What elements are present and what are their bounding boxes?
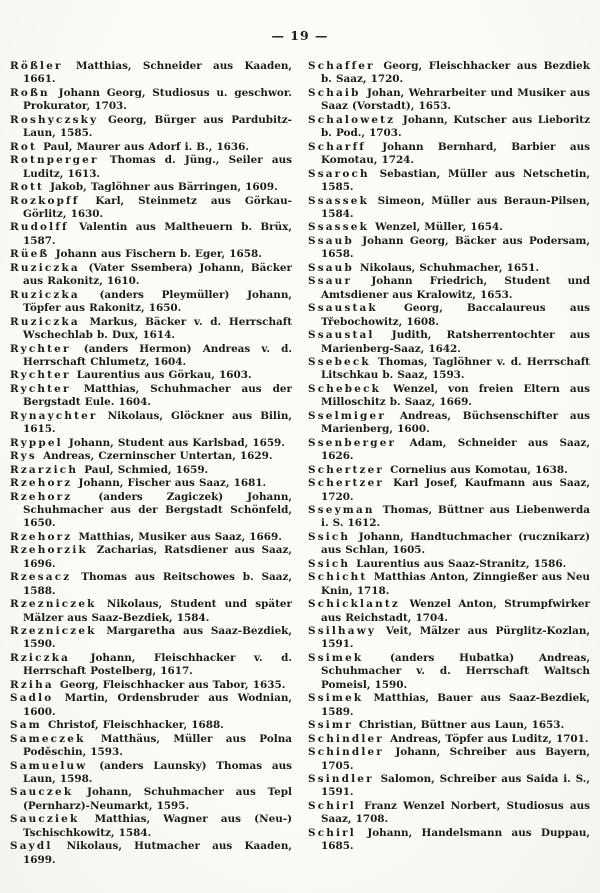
entry-surname: Ssaur (308, 275, 353, 288)
index-entry: Roshyczsky Georg, Bürger aus Pardubitz-Laun, 1585. (10, 113, 292, 140)
index-entry: Rott Jakob, Taglöhner aus Bärringen, 1609. (10, 181, 278, 194)
index-entry: Ssaustak Georg, Baccalaureus aus Třebochowitz, 1608. (308, 302, 590, 328)
index-entry: Schicht Matthias Anton, Zinngießer aus Neu Knin, 1718. (308, 571, 590, 597)
index-entry: Sameczek Matthäus, Müller aus Polna Poděschin, 1593. (10, 732, 292, 759)
index-entry: Rot Paul, Maurer aus Adorf i. B., 1636. (10, 140, 249, 153)
entry-surname: Schicklantz (308, 598, 400, 611)
index-entry: Rzehorz (anders Zagiczek) Johann, Schuhmacher aus der Bergstadt Schönfeld, 1650. (10, 490, 292, 530)
index-entry: Schindler Andreas, Töpfer aus Luditz, 1701. (308, 732, 589, 745)
entry-surname: Rot (10, 140, 37, 153)
entry-surname: Ruziczka (10, 288, 80, 301)
index-entry: Rzarzich Paul, Schmied, 1659. (10, 463, 209, 476)
entry-surname: Saydl (10, 840, 53, 853)
column-right (308, 60, 590, 867)
index-entry: Schirl Johann, Handelsmann aus Duppau, 1685. (308, 826, 590, 853)
entry-surname: Rychter (10, 382, 71, 395)
index-entry: Samueluw (anders Launsky) Thomas aus Laun, 1598. (10, 759, 292, 786)
index-entry: Rozkopff Karl, Steinmetz aus Görkau-Görlitz, 1630. (10, 194, 292, 220)
entry-surname: Rzehorz (10, 477, 73, 490)
entry-surname: Schebeck (308, 382, 381, 395)
index-entry: Ruziczka (Vater Ssembera) Johann, Bäcker aus Rakonitz, 1610. (10, 261, 292, 288)
entry-surname: Schicht (308, 571, 368, 584)
entry-surname: Ssassek (308, 194, 369, 207)
index-entry: Schaffer Georg, Fleischhacker aus Bezdiek b. Saaz, 1720. (308, 60, 590, 86)
entry-surname: Ssaub (308, 234, 354, 247)
index-entry: Schindler Johann, Schreiber aus Bayern, 1705. (308, 746, 590, 772)
index-entry: Schertzer Karl Josef, Kaufmann aus Saaz, 1720. (308, 477, 590, 503)
index-entry: Ssaur Johann Friedrich, Student und Amtsdiener aus Kralowitz, 1653. (308, 275, 590, 301)
index-entry: Schebeck Wenzel, von freien Eltern aus Milloschitz b. Saaz, 1669. (308, 382, 590, 409)
index-entry: Ssassek Wenzel, Müller, 1654. (308, 221, 503, 234)
entry-surname: Ssich (308, 557, 351, 570)
entry-surname: Ssimek (308, 692, 364, 705)
index-entry: Ssimek (anders Hubatka) Andreas, Schuhmacher v. d. Herrschaft Waltsch Pomeisl, 1590. (308, 651, 590, 691)
entry-surname: Rziha (10, 678, 54, 691)
entry-surname: Sameczek (10, 732, 86, 745)
entry-surname: Ssassek (308, 221, 369, 234)
entry-surname: Rzezniczek (10, 625, 97, 638)
index-entry: Sam Christof, Fleischhacker, 1688. (10, 719, 224, 732)
index-entry: Rziha Georg, Fleischhacker aus Tabor, 1635. (10, 678, 286, 691)
index-entry: Ssimek Matthias, Bauer aus Saaz-Bezdiek, 1589. (308, 692, 590, 718)
entry-surname: Schirl (308, 799, 356, 812)
entry-surname: Sseyman (308, 503, 375, 516)
entry-surname: Ssindler (308, 773, 374, 786)
entry-surname: Ssaroch (308, 167, 370, 180)
index-entry: Rüeß Johann aus Fischern b. Eger, 1658. (10, 248, 262, 261)
index-entry: Ssich Johann, Handtuchmacher (rucznikarz) aus Schlan, 1605. (308, 530, 590, 557)
entry-surname: Ssich (308, 530, 351, 543)
index-entry: Rzezniczek Margaretha aus Saaz-Bezdiek, 1590. (10, 625, 292, 651)
index-entry: Rudolff Valentin aus Maltheuern b. Brüx, 1587. (10, 221, 292, 247)
entry-surname: Roßn (10, 86, 50, 99)
entry-surname: Rys (10, 450, 37, 463)
page-number: — 19 — (271, 28, 329, 43)
entry-surname: Rößler (10, 60, 63, 72)
index-entry: Rzehorz Matthias, Musiker aus Saaz, 1669. (10, 530, 282, 543)
index-entry: Sadlo Martin, Ordensbruder aus Wodnian, 1600. (10, 692, 292, 718)
entry-surname: Rziczka (10, 651, 71, 664)
index-entry: Rotnperger Thomas d. Jüng., Seiler aus Luditz, 1613. (10, 154, 292, 180)
entry-surname: Rzehorzik (10, 544, 88, 557)
entry-surname: Rudolff (10, 221, 69, 234)
entry-surname: Rott (10, 181, 44, 194)
index-entry: Ssilhawy Veit, Mälzer aus Pürglitz-Kozlan, 1591. (308, 625, 590, 651)
index-entry: Rößler Matthias, Schneider aus Kaaden, 1661. (10, 60, 292, 86)
index-entry: Rzesacz Thomas aus Reitschowes b. Saaz, 1588. (10, 571, 292, 597)
entry-surname: Sam (10, 719, 42, 732)
entry-surname: Rüeß (10, 248, 50, 261)
index-entry: Ryppel Johann, Student aus Karlsbad, 1659. (10, 436, 285, 449)
index-entry: Ssaustal Judith, Ratsherrentochter aus Marienberg-Saaz, 1642. (308, 329, 590, 355)
entry-surname: Ssimr (308, 719, 353, 732)
index-entry: Rzezniczek Nikolaus, Student und später Mälzer aus Saaz-Bezdiek, 1584. (10, 598, 292, 624)
index-entry: Ssindler Salomon, Schreiber aus Saida i. S., 1591. (308, 773, 590, 799)
entry-surname: Schaib (308, 86, 361, 99)
entry-surname: Ruziczka (10, 315, 80, 328)
entry-surname: Rozkopff (10, 194, 80, 207)
entry-surname: Rzehorz (10, 530, 73, 543)
entry-surname: Ssilhawy (308, 625, 377, 638)
index-entry: Sseyman Thomas, Büttner aus Liebenwerda i. S. 1612. (308, 503, 590, 530)
index-entry: Rzehorz Johann, Fischer aus Saaz, 1681. (10, 477, 267, 490)
index-entry: Ssenberger Adam, Schneider aus Saaz, 1626. (308, 436, 590, 463)
entry-surname: Schertzer (308, 463, 385, 476)
entry-surname: Ruziczka (10, 261, 80, 274)
index-entry: Sselmiger Andreas, Büchsenschifter aus Marienberg, 1600. (308, 409, 590, 436)
index-entry: Ssaub Johann Georg, Bäcker aus Podersam, 1658. (308, 234, 590, 261)
entry-surname: Sselmiger (308, 409, 387, 422)
index-entry: Saydl Nikolaus, Hutmacher aus Kaaden, 1699. (10, 840, 292, 866)
entry-surname: Ssaustak (308, 302, 378, 315)
entry-surname: Rzarzich (10, 463, 79, 476)
entry-surname: Saucziek (10, 813, 80, 826)
index-entry: Ssebeck Thomas, Taglöhner v. d. Herrschaft Litschkau b. Saaz, 1593. (308, 355, 590, 382)
index-entry: Ruziczka Markus, Bäcker v. d. Herrschaft Wschechlab b. Dux, 1614. (10, 315, 292, 342)
entry-surname: Scharff (308, 140, 366, 153)
entry-surname: Schertzer (308, 477, 385, 490)
entry-surname: Rychter (10, 342, 71, 355)
index-entry: Schalowetz Johann, Kutscher aus Lieboritz b. Pod., 1703. (308, 113, 590, 140)
entry-surname: Rzesacz (10, 571, 72, 584)
entry-surname: Schirl (308, 826, 356, 839)
index-entry: Schaib Johan, Wehrarbeiter und Musiker aus Saaz (Vorstadt), 1653. (308, 86, 590, 113)
column-left (10, 60, 292, 867)
index-entry: Ssimr Christian, Büttner aus Laun, 1653. (308, 719, 565, 732)
entry-surname: Rzezniczek (10, 598, 97, 611)
index-entry: Sauczek Johann, Schuhmacher aus Tepl (Pernharz)-Neumarkt, 1595. (10, 786, 292, 812)
index-entry: Ruziczka (anders Pleymüller) Johann, Töpfer aus Rakonitz, 1650. (10, 288, 292, 315)
index-entry: Schertzer Cornelius aus Komotau, 1638. (308, 463, 568, 476)
entry-surname: Sauczek (10, 786, 74, 799)
entry-surname: Rzehorz (10, 490, 73, 503)
entry-surname: Schindler (308, 746, 384, 759)
entry-surname: Roshyczsky (10, 113, 99, 126)
index-entry: Schirl Franz Wenzel Norbert, Studiosus aus Saaz, 1708. (308, 799, 590, 826)
index-entry: Rychter Laurentius aus Görkau, 1603. (10, 369, 252, 382)
entry-surname: Sadlo (10, 692, 54, 705)
entry-surname: Ssenberger (308, 436, 397, 449)
index-entry: Rynaychter Nikolaus, Glöckner aus Bilin, 1615. (10, 409, 292, 436)
entry-surname: Ssebeck (308, 355, 371, 368)
index-entry: Schicklantz Wenzel Anton, Strumpfwirker aus Reichstadt, 1704. (308, 598, 590, 624)
index-entry: Rychter (anders Hermon) Andreas v. d. Herrschaft Chlumetz, 1604. (10, 342, 292, 368)
index-entry: Ssassek Simeon, Müller aus Beraun-Pilsen, 1584. (308, 194, 590, 220)
index-entry: Scharff Johann Bernhard, Barbier aus Komotau, 1724. (308, 140, 590, 167)
entry-surname: Ryppel (10, 436, 63, 449)
entry-surname: Schaffer (308, 60, 375, 72)
entry-surname: Ssimek (308, 651, 364, 664)
index-entry: Rziczka Johann, Fleischhacker v. d. Herrschaft Postelberg, 1617. (10, 651, 292, 678)
entry-surname: Rychter (10, 369, 71, 382)
entry-surname: Schindler (308, 732, 384, 745)
index-entry: Ssich Laurentius aus Saaz-Stranitz, 1586. (308, 557, 567, 570)
entry-surname: Rotnperger (10, 154, 99, 167)
entry-surname: Ssaustal (308, 329, 375, 342)
entry-surname: Samueluw (10, 759, 88, 772)
index-entry: Rychter Matthias, Schuhmacher aus der Bergstadt Eule. 1604. (10, 382, 292, 409)
entry-surname: Schalowetz (308, 113, 396, 126)
index-entry: Ssaroch Sebastian, Müller aus Netschetin, 1585. (308, 167, 590, 194)
index-entry: Saucziek Matthias, Wagner aus (Neu-) Tschischkowitz, 1584. (10, 813, 292, 839)
text-columns (10, 60, 590, 867)
index-entry: Rys Andreas, Czerninscher Untertan, 1629. (10, 450, 273, 463)
entry-surname: Rynaychter (10, 409, 98, 422)
entry-surname: Ssaub (308, 261, 354, 274)
index-entry: Rzehorzik Zacharias, Ratsdiener aus Saaz, 1696. (10, 544, 292, 570)
index-entry: Roßn Johann Georg, Studiosus u. geschwor. Prokurator, 1703. (10, 86, 292, 113)
index-entry: Ssaub Nikolaus, Schuhmacher, 1651. (308, 261, 540, 274)
